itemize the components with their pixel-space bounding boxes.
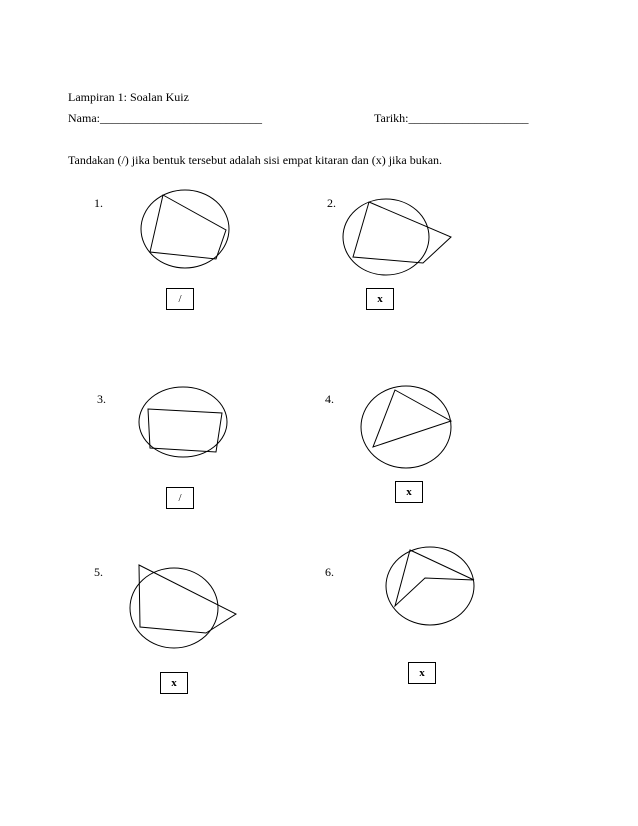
page-title: Lampiran 1: Soalan Kuiz bbox=[68, 90, 189, 104]
question-number-2: 2. bbox=[327, 196, 336, 210]
name-field-label: Nama:___________________________ bbox=[68, 111, 262, 125]
figure-5 bbox=[130, 565, 236, 648]
figure-1-circle bbox=[141, 190, 229, 268]
question-number-3: 3. bbox=[97, 392, 106, 406]
figure-4-circle bbox=[361, 386, 451, 468]
figure-3-circle bbox=[139, 387, 227, 457]
answer-box-4: x bbox=[395, 481, 423, 503]
date-field-label: Tarikh:____________________ bbox=[374, 111, 529, 125]
figure-3 bbox=[139, 387, 227, 457]
answer-box-1: / bbox=[166, 288, 194, 310]
figure-4 bbox=[361, 386, 451, 468]
figure-6 bbox=[386, 547, 474, 625]
question-number-6: 6. bbox=[325, 565, 334, 579]
answer-box-6: x bbox=[408, 662, 436, 684]
figure-1-quadrilateral bbox=[150, 195, 226, 259]
figure-4-triangle bbox=[373, 390, 451, 447]
figure-2-circle bbox=[343, 199, 429, 275]
figure-5-circle bbox=[130, 568, 218, 648]
figure-3-quadrilateral bbox=[148, 409, 222, 452]
figure-6-circle bbox=[386, 547, 474, 625]
answer-box-2: x bbox=[366, 288, 394, 310]
answer-box-5: x bbox=[160, 672, 188, 694]
figure-2-quadrilateral bbox=[353, 202, 451, 263]
figure-2 bbox=[343, 199, 451, 275]
question-number-5: 5. bbox=[94, 565, 103, 579]
question-number-1: 1. bbox=[94, 196, 103, 210]
instruction-text: Tandakan (/) jika bentuk tersebut adalah sisi empat kitaran dan (x) jika bukan. bbox=[68, 153, 443, 167]
figure-1 bbox=[141, 190, 229, 268]
figure-6-quadrilateral bbox=[395, 550, 474, 606]
answer-box-3: / bbox=[166, 487, 194, 509]
question-number-4: 4. bbox=[325, 392, 334, 406]
figure-5-quadrilateral bbox=[139, 565, 236, 633]
